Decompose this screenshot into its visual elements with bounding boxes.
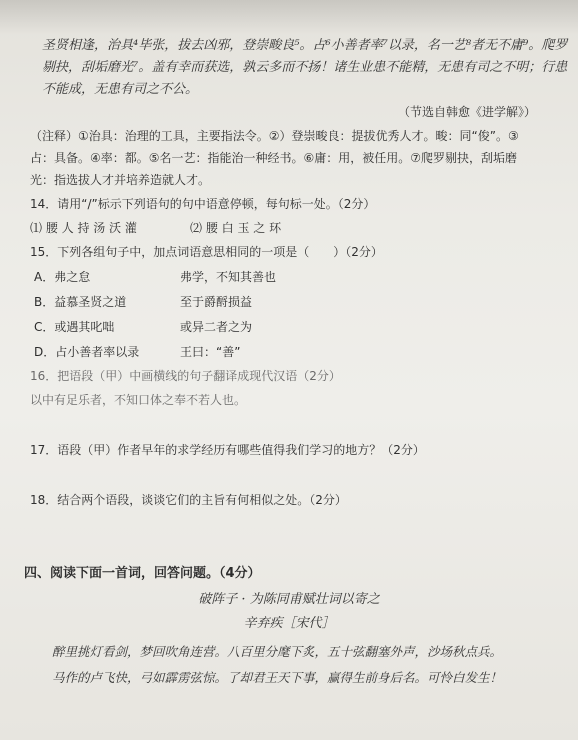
note-line-1: （注释）①治具：治理的工具，主要指法令。②）登崇畯良：提拔优秀人才。畯：同“俊”。③: [30, 129, 519, 143]
question-15: 15．下列各组句子中，加点词语意思相同的一项是（ ）（2分）: [30, 245, 383, 259]
note-line-3: 光：指选拔人才并培养造就人才。: [30, 173, 211, 187]
q15-option-a-right: 弗学，不知其善也: [180, 270, 277, 284]
q15-option-b-left: B．益慕圣贤之道: [34, 295, 127, 309]
q14-item-2: ⑵ 腰 白 玉 之 环: [190, 221, 282, 235]
poem-line-1: 醉里挑灯看剑，梦回吹角连营。八百里分麾下炙，五十弦翻塞外声，沙场秋点兵。: [52, 644, 503, 659]
section-4-heading: 四、阅读下面一首词，回答问题。（4分）: [24, 566, 261, 581]
passage-line-3: 不能成，无患有司之不公。: [42, 82, 199, 97]
passage-source: （节选自韩愈《进学解》）: [397, 105, 536, 119]
poem-title: 破阵子 · 为陈同甫赋壮词以寄之: [198, 592, 380, 607]
poem-author: 辛弃疾［宋代］: [243, 616, 335, 631]
poem-line-2: 马作的卢飞快，弓如霹雳弦惊。了却君王天下事，赢得生前身后名。可怜白发生！: [52, 670, 503, 685]
q16-sentence: 以中有足乐者，不知口体之奉不若人也。: [30, 393, 247, 407]
passage-line-2: 剔抉，刮垢磨光⁷。盖有幸而获选，孰云多而不扬！诸生业患不能精，无患有司之不明；行患: [42, 60, 568, 75]
question-17: 17．语段（甲）作者早年的求学经历有哪些值得我们学习的地方？（2分）: [30, 443, 425, 457]
q15-option-c-right: 或异二者之为: [180, 320, 253, 334]
q15-option-d-left: D．占小善者率以录: [34, 345, 140, 359]
q14-item-1: ⑴ 腰 人 持 汤 沃 灌: [30, 221, 137, 235]
note-line-2: 占：具备。④率：都。⑤名一艺：指能治一种经书。⑥庸：用，被任用。⑦爬罗剔抉，刮垢磨: [30, 151, 518, 165]
q15-option-a-left: A．弗之怠: [34, 270, 91, 284]
question-14: 14．请用“/”标示下列语句的句中语意停顿，每句标一处。（2分）: [30, 197, 376, 211]
passage-line-1: 圣贤相逢，治具⁴毕张，拔去凶邪，登崇畯良⁵。占⁶小善者率⁷以录，名一艺⁸者无不庸⁹。爬罗: [42, 38, 568, 53]
top-shadow: [0, 0, 578, 34]
question-18: 18．结合两个语段，谈谈它们的主旨有何相似之处。（2分）: [30, 493, 347, 507]
q15-option-b-right: 至于爵酹损益: [180, 295, 253, 309]
question-16: 16．把语段（甲）中画横线的句子翻译成现代汉语（2分）: [30, 369, 341, 383]
q15-option-d-right: 王曰：“善”: [180, 345, 241, 359]
q15-option-c-left: C．或遇其叱咄: [34, 320, 115, 334]
